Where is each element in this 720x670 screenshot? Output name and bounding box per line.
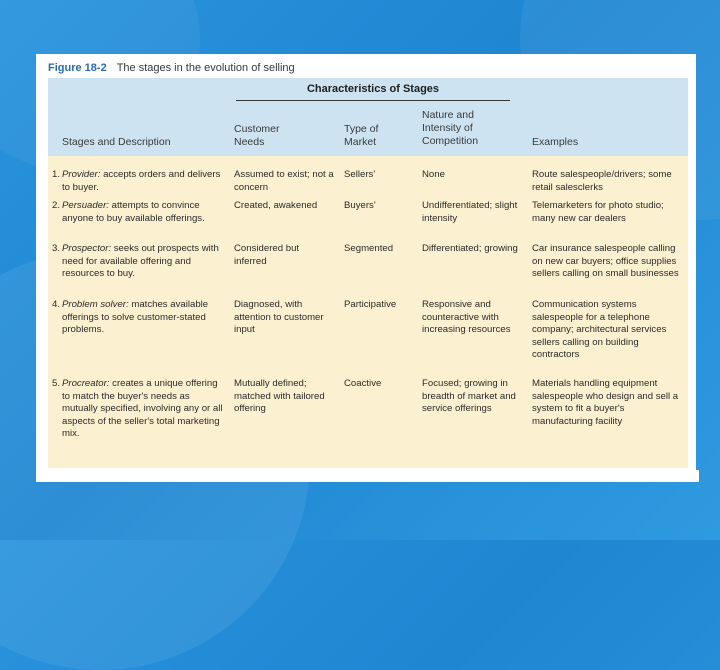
stage-description: 5. Procreator: creates a unique offering to match the buyer's needs as mutually specified, involving any or all aspects of the seller's total marketing mix. xyxy=(51,378,223,440)
column-header-examples: Examples xyxy=(532,136,579,148)
customer-needs: Assumed to exist; not a concern xyxy=(234,169,334,193)
scroll-marker xyxy=(696,470,699,482)
competition: None xyxy=(422,169,445,180)
figure-title: The stages in the evolution of selling xyxy=(116,62,295,74)
competition: Responsive and counteractive with increasing resources xyxy=(422,299,511,336)
market-type: Sellers' xyxy=(344,169,376,180)
stage-name: Problem solver: xyxy=(62,299,129,310)
stage-name: Persuader: xyxy=(62,200,109,211)
column-header-competition: Nature and Intensity of Competition xyxy=(422,109,479,147)
group-title: Characteristics of Stages xyxy=(306,83,440,95)
customer-needs: Created, awakened xyxy=(234,200,318,211)
stage-description: 1. Provider: accepts orders and delivers to buyer. xyxy=(51,169,221,193)
stage-name: Provider: xyxy=(62,169,101,180)
examples: Telemarketers for photo studio; many new car dealers xyxy=(532,200,664,224)
competition: Focused; growing in breadth of market and service offerings xyxy=(422,378,516,415)
slide-content xyxy=(36,54,696,482)
figure-caption xyxy=(48,62,295,74)
stage-name: Procreator: xyxy=(62,378,110,389)
market-type: Coactive xyxy=(344,378,382,389)
competition: Undifferentiated; slight intensity xyxy=(422,200,518,224)
stages-table xyxy=(48,78,688,468)
column-header-market: Type of Market xyxy=(344,123,379,148)
market-type: Participative xyxy=(344,299,397,310)
figure-number: Figure 18-2 xyxy=(48,62,107,74)
customer-needs: Mutually defined; matched with tailored offering xyxy=(234,378,325,415)
examples: Materials handling equipment salespeople who design and sell a system to fit a buyer's manufacturing facility xyxy=(532,378,679,427)
examples: Car insurance salespeople calling on new car buyers; office supplies sellers calling on small businesses xyxy=(532,243,679,280)
customer-needs: Considered but inferred xyxy=(234,243,300,267)
market-type: Buyers' xyxy=(344,200,376,211)
stage-name: Prospector: xyxy=(62,243,112,254)
examples: Route salespeople/drivers; some retail salesclerks xyxy=(532,169,672,193)
customer-needs: Diagnosed, with attention to customer input xyxy=(234,299,324,336)
examples: Communication systems salespeople for a telephone company; architectural services sellers calling on building contractors xyxy=(532,299,667,361)
competition: Differentiated; growing xyxy=(422,243,518,254)
column-header-needs: Customer Needs xyxy=(234,123,280,148)
market-type: Segmented xyxy=(344,243,394,254)
stage-description: 3. Prospector: seeks out prospects with need for available offering and resources to buy. xyxy=(51,243,219,280)
table-header xyxy=(48,78,688,156)
group-title-rule xyxy=(236,100,510,101)
stage-description: 2. Persuader: attempts to convince anyone to buy available offerings. xyxy=(51,200,205,224)
stage-description: 4. Problem solver: matches available offerings to solve customer-stated problems. xyxy=(51,299,209,336)
column-header-stages: Stages and Description xyxy=(62,136,171,148)
